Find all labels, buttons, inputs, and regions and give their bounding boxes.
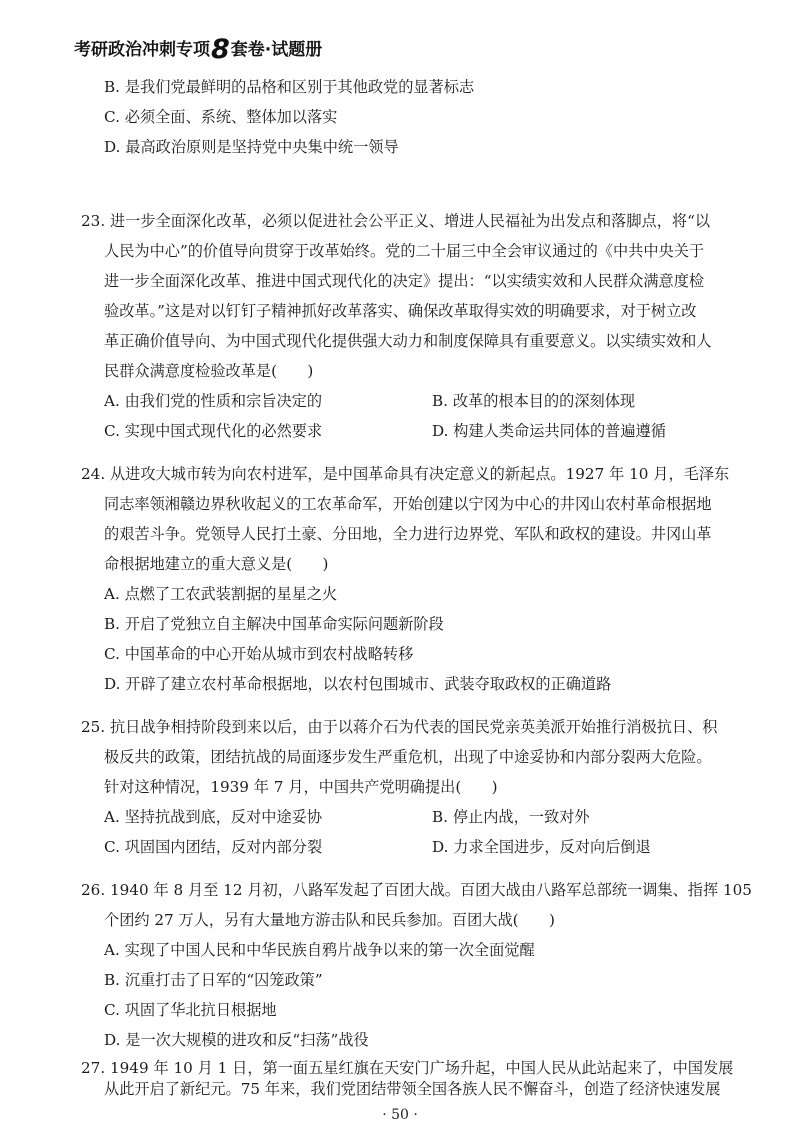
q27-stem-line-1: 27. 1949 年 10 月 1 日，第一面五星红旗在天安门广场升起，中国人民从此站起来了，中国发展 <box>81 1059 734 1077</box>
carryover-option-b: B. 是我们党最鲜明的品格和区别于其他政党的显著标志 <box>104 78 475 96</box>
carryover-option-d: D. 最高政治原则是坚持党中央集中统一领导 <box>104 138 399 156</box>
q24-stem-line-4: 命根据地建立的重大意义是( ) <box>104 555 329 573</box>
q25-stem-line-2: 极反共的政策，团结抗战的局面逐步发生严重危机，出现了中途妥协和内部分裂两大危险。 <box>104 748 712 766</box>
q24-stem-line-2: 同志率领湘赣边界秋收起义的工农革命军，开始创建以宁冈为中心的井冈山农村革命根据地 <box>104 495 712 513</box>
header-title-prefix: 考研政治冲刺专项 <box>74 40 210 60</box>
running-header <box>74 36 322 64</box>
q23-option-b: B. 改革的根本目的的深刻体现 <box>432 392 636 410</box>
q26-option-a: A. 实现了中国人民和中华民族自鸦片战争以来的第一次全面觉醒 <box>104 941 535 959</box>
q23-stem-line-5: 革正确价值导向、为中国式现代化提供强大动力和制度保障具有重要意义。以实绩实效和人 <box>104 332 712 350</box>
q23-option-a: A. 由我们党的性质和宗旨决定的 <box>104 392 323 410</box>
q24-option-b: B. 开启了党独立自主解决中国革命实际问题新阶段 <box>104 615 444 633</box>
q25-option-b: B. 停止内战，一致对外 <box>432 808 590 826</box>
q24-option-c: C. 中国革命的中心开始从城市到农村战略转移 <box>104 645 414 663</box>
q26-stem-line-2: 个团约 27 万人，另有大量地方游击队和民兵参加。百团大战( ) <box>104 911 555 929</box>
q25-stem-line-1: 25. 抗日战争相持阶段到来以后，由于以蒋介石为代表的国民党亲英美派开始推行消极抗日、积 <box>81 718 718 736</box>
q25-option-a: A. 坚持抗战到底，反对中途妥协 <box>104 808 323 826</box>
header-title-number: 8 <box>211 34 230 65</box>
q23-option-d: D. 构建人类命运共同体的普遍遵循 <box>432 422 666 440</box>
carryover-option-c: C. 必须全面、系统、整体加以落实 <box>104 108 338 126</box>
q26-option-b: B. 沉重打击了日军的“囚笼政策” <box>104 971 323 989</box>
header-title-suffix: ·试题册 <box>264 40 323 60</box>
q23-stem-line-1: 23. 进一步全面深化改革，必须以促进社会公平正义、增进人民福祉为出发点和落脚点，将“以 <box>81 212 711 230</box>
q23-stem-line-2: 人民为中心”的价值导向贯穿于改革始终。党的二十届三中全会审议通过的《中共中央关于 <box>104 242 705 260</box>
q23-stem-line-3: 进一步全面深化改革、推进中国式现代化的决定》提出：“以实绩实效和人民群众满意度检 <box>104 272 705 290</box>
q24-stem-line-1: 24. 从进攻大城市转为向农村进军，是中国革命具有决定意义的新起点。1927 年 10 月，毛泽东 <box>81 465 730 483</box>
q24-stem-line-3: 的艰苦斗争。党领导人民打土豪、分田地，全力进行边界党、军队和政权的建设。井冈山革 <box>104 525 712 543</box>
q26-option-d: D. 是一次大规模的进攻和反“扫荡”战役 <box>104 1031 369 1049</box>
q23-option-c: C. 实现中国式现代化的必然要求 <box>104 422 323 440</box>
q23-stem-line-6: 民群众满意度检验改革是( ) <box>104 362 314 380</box>
q23-stem-line-4: 验改革。”这是对以钉钉子精神抓好改革落实、确保改革取得实效的明确要求，对于树立改 <box>104 302 697 320</box>
page-number: · 50 · <box>382 1107 418 1123</box>
q25-option-d: D. 力求全国进步，反对向后倒退 <box>432 838 651 856</box>
header-title-set: 套卷 <box>230 40 265 60</box>
q27-stem-line-2: 从此开启了新纪元。75 年来，我们党团结带领全国各族人民不懈奋斗，创造了经济快速发展 <box>104 1080 721 1098</box>
q25-option-c: C. 巩固国内团结，反对内部分裂 <box>104 838 323 856</box>
q24-option-a: A. 点燃了工农武装割据的星星之火 <box>104 585 338 603</box>
q24-option-d: D. 开辟了建立农村革命根据地，以农村包围城市、武装夺取政权的正确道路 <box>104 675 612 693</box>
q25-stem-line-3: 针对这种情况，1939 年 7 月，中国共产党明确提出( ) <box>104 778 498 796</box>
q26-stem-line-1: 26. 1940 年 8 月至 12 月初，八路军发起了百团大战。百团大战由八路军总部统一调集、指挥 105 <box>81 881 752 899</box>
q26-option-c: C. 巩固了华北抗日根据地 <box>104 1001 277 1019</box>
